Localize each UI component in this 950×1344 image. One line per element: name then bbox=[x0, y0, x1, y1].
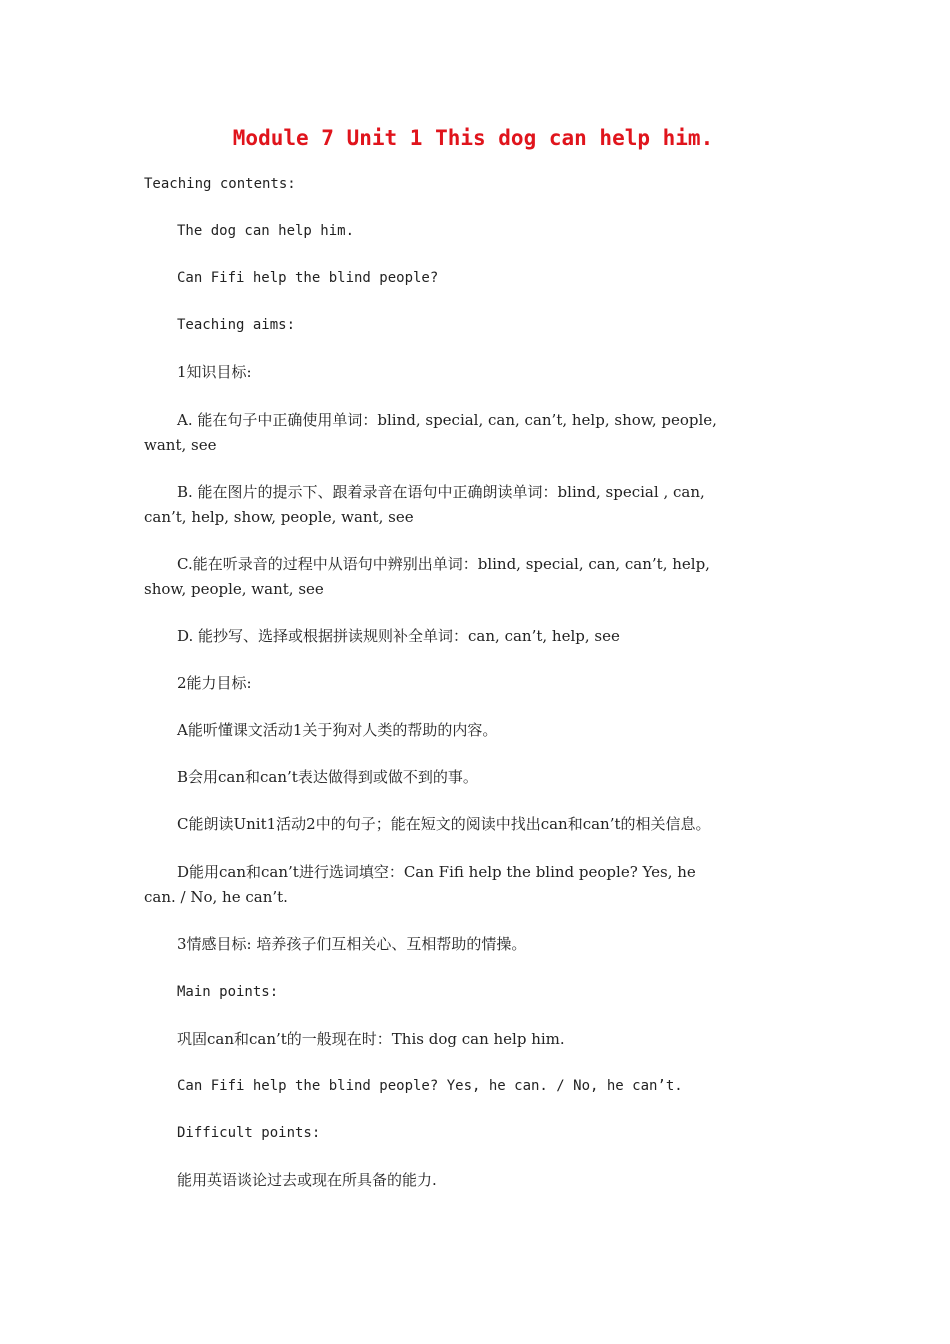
document-title: Module 7 Unit 1 This dog can help him. bbox=[232, 126, 714, 150]
ability-aim-a: A能听懂课文活动1关于狗对人类的帮助的内容。 bbox=[177, 721, 498, 739]
knowledge-aims-heading: 1知识目标: bbox=[177, 363, 252, 381]
emotion-aims: 3情感目标: 培养孩子们互相关心、互相帮助的情操。 bbox=[177, 935, 527, 953]
main-points-heading: Main points: bbox=[177, 984, 279, 1000]
knowledge-aim-a-line-1: A. 能在句子中正确使用单词：blind, special, can, can’t, help, show, people, bbox=[177, 411, 717, 429]
teaching-aims-heading: Teaching aims: bbox=[177, 317, 296, 333]
ability-aim-d-line-2: can. / No, he can’t. bbox=[144, 888, 288, 906]
knowledge-aim-d: D. 能抄写、选择或根据拼读规则补全单词：can, can’t, help, see bbox=[177, 627, 620, 645]
knowledge-aim-c-line-1: C.能在听录音的过程中从语句中辨别出单词：blind, special, can, can’t, help, bbox=[177, 555, 710, 573]
content-line-1: The dog can help him. bbox=[177, 223, 355, 239]
ability-aim-b: B会用can和can’t表达做得到或做不到的事。 bbox=[177, 768, 478, 786]
main-point-line-1: 巩固can和can’t的一般现在时：This dog can help him. bbox=[177, 1030, 565, 1048]
ability-aim-c: C能朗读Unit1活动2中的句子；能在短文的阅读中找出can和can’t的相关信息。 bbox=[177, 815, 711, 833]
ability-aims-heading: 2能力目标: bbox=[177, 674, 252, 692]
ability-aim-d-line-1: D能用can和can’t进行选词填空：Can Fifi help the blind people? Yes, he bbox=[177, 863, 696, 881]
knowledge-aim-b-line-2: can’t, help, show, people, want, see bbox=[144, 508, 414, 526]
knowledge-aim-b-line-1: B. 能在图片的提示下、跟着录音在语句中正确朗读单词：blind, special , can, bbox=[177, 483, 705, 501]
main-point-line-2: Can Fifi help the blind people? Yes, he can. / No, he can’t. bbox=[177, 1078, 683, 1094]
difficult-point-line: 能用英语谈论过去或现在所具备的能力. bbox=[177, 1171, 437, 1189]
teaching-contents-heading: Teaching contents: bbox=[144, 176, 296, 192]
knowledge-aim-a-line-2: want, see bbox=[144, 436, 217, 454]
difficult-points-heading: Difficult points: bbox=[177, 1125, 321, 1141]
content-line-2: Can Fifi help the blind people? bbox=[177, 270, 439, 286]
knowledge-aim-c-line-2: show, people, want, see bbox=[144, 580, 324, 598]
